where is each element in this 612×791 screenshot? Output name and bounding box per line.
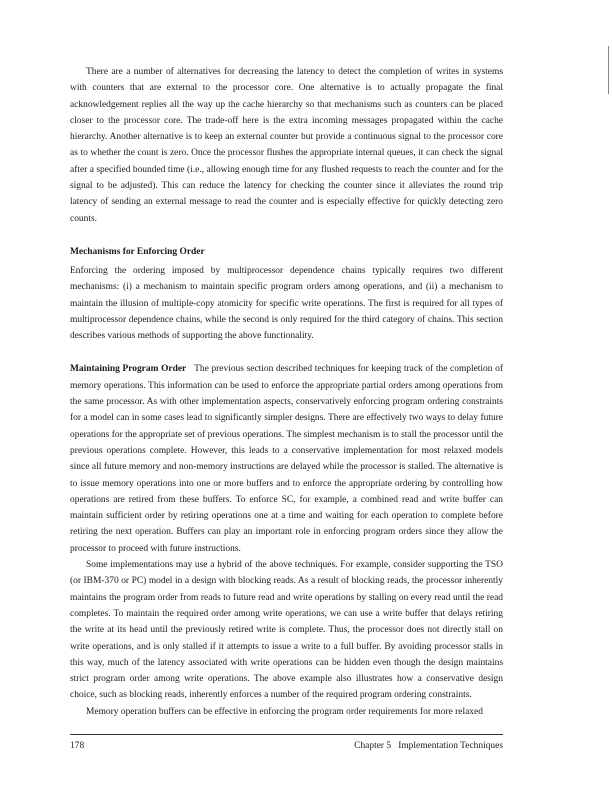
subsection-title: Maintaining Program Order bbox=[70, 364, 187, 375]
page-body bbox=[70, 64, 503, 720]
margin-change-bar bbox=[608, 46, 609, 94]
page-number: 178 bbox=[70, 741, 85, 751]
section-heading: Mechanisms for Enforcing Order bbox=[70, 246, 205, 257]
subsection-paragraph-2: Some implementations may use a hybrid of the above techniques. For example, consider supporting the TSO (or IBM-370 or PC) model in a design with blocking reads. As a result of blocking reads, the processor inherently maintains the program order from reads to future read and write operations by stalling on every read until the read completes. To maintain the required order among write operations, we can use a write buffer that delays retiring the write at its head until the previously retired write is complete. Thus, the processor does not directly stall on write operations, and is only stalled if it attempts to issue a write to a full buffer. By avoiding processor stalls in this way, much of the latency associated with write operations can be hidden even though the design maintains strict program order among write operations. The above example also illustrates how a conservative design choice, such as blocking reads, inherently enforces a number of the required program ordering constraints. bbox=[70, 560, 503, 701]
footer-rule bbox=[70, 734, 503, 735]
subsection-paragraph-3: Memory operation buffers can be effective in enforcing the program order requirements for more relaxed bbox=[86, 706, 483, 717]
chapter-title: Chapter 5 Implementation Techniques bbox=[354, 741, 503, 751]
subsection-paragraph-1-text: The previous section described techniques for keeping track of the completion of memory operations. This information can be used to enforce the appropriate partial orders among operations from the same processor. As with other implementation aspects, conservatively enforcing program ordering constraints for a model can in some cases lead to significantly simpler designs. There are effectively two ways to delay future operations for the appropriate set of previous operations. The simplest mechanism is to stall the processor until the previous operations complete. However, this leads to a conservative implementation for most relaxed models since all future memory and non-memory instructions are delayed while the processor is stalled. The alternative is to issue memory operations into one or more buffers and to enforce the appropriate ordering by controlling how operations are retired from these buffers. To enforce SC, for example, a combined read and write buffer can maintain sufficient order by retiring operations one at a time and waiting for each operation to complete before retiring the next operation. Buffers can play an important role in enforcing program orders since they allow the processor to proceed with future instructions. bbox=[70, 364, 503, 554]
subsection-paragraph-1 bbox=[70, 361, 503, 557]
section-paragraph: Enforcing the ordering imposed by multiprocessor dependence chains typically requires two different mechanisms: (i) a mechanism to maintain specific program orders among operations, and (ii) a mechanism to maintain the illusion of multiple-copy atomicity for specific write operations. The first is required for all types of multiprocessor dependence chains, while the second is only required for the third category of chains. This section describes various methods of supporting the above functionality. bbox=[70, 265, 503, 342]
page-footer bbox=[70, 741, 503, 751]
intro-paragraph: There are a number of alternatives for decreasing the latency to detect the completion of writes in systems with counters that are external to the processor core. One alternative is to actually propagate the final acknowledgement replies all the way up the cache hierarchy so that mechanisms such as counters can be placed closer to the processor core. The trade-off here is the extra incoming messages propagated within the cache hierarchy. Another alternative is to keep an external counter but provide a continuous signal to the processor core as to whether the count is zero. Once the processor flushes the appropriate internal queues, it can check the signal after a specified bounded time (i.e., allowing enough time for any flushed requests to reach the counter and for the signal to be adjusted). This can reduce the latency for checking the counter since it alleviates the round trip latency of sending an external message to read the counter and is especially effective for quickly detecting zero counts. bbox=[70, 67, 503, 224]
